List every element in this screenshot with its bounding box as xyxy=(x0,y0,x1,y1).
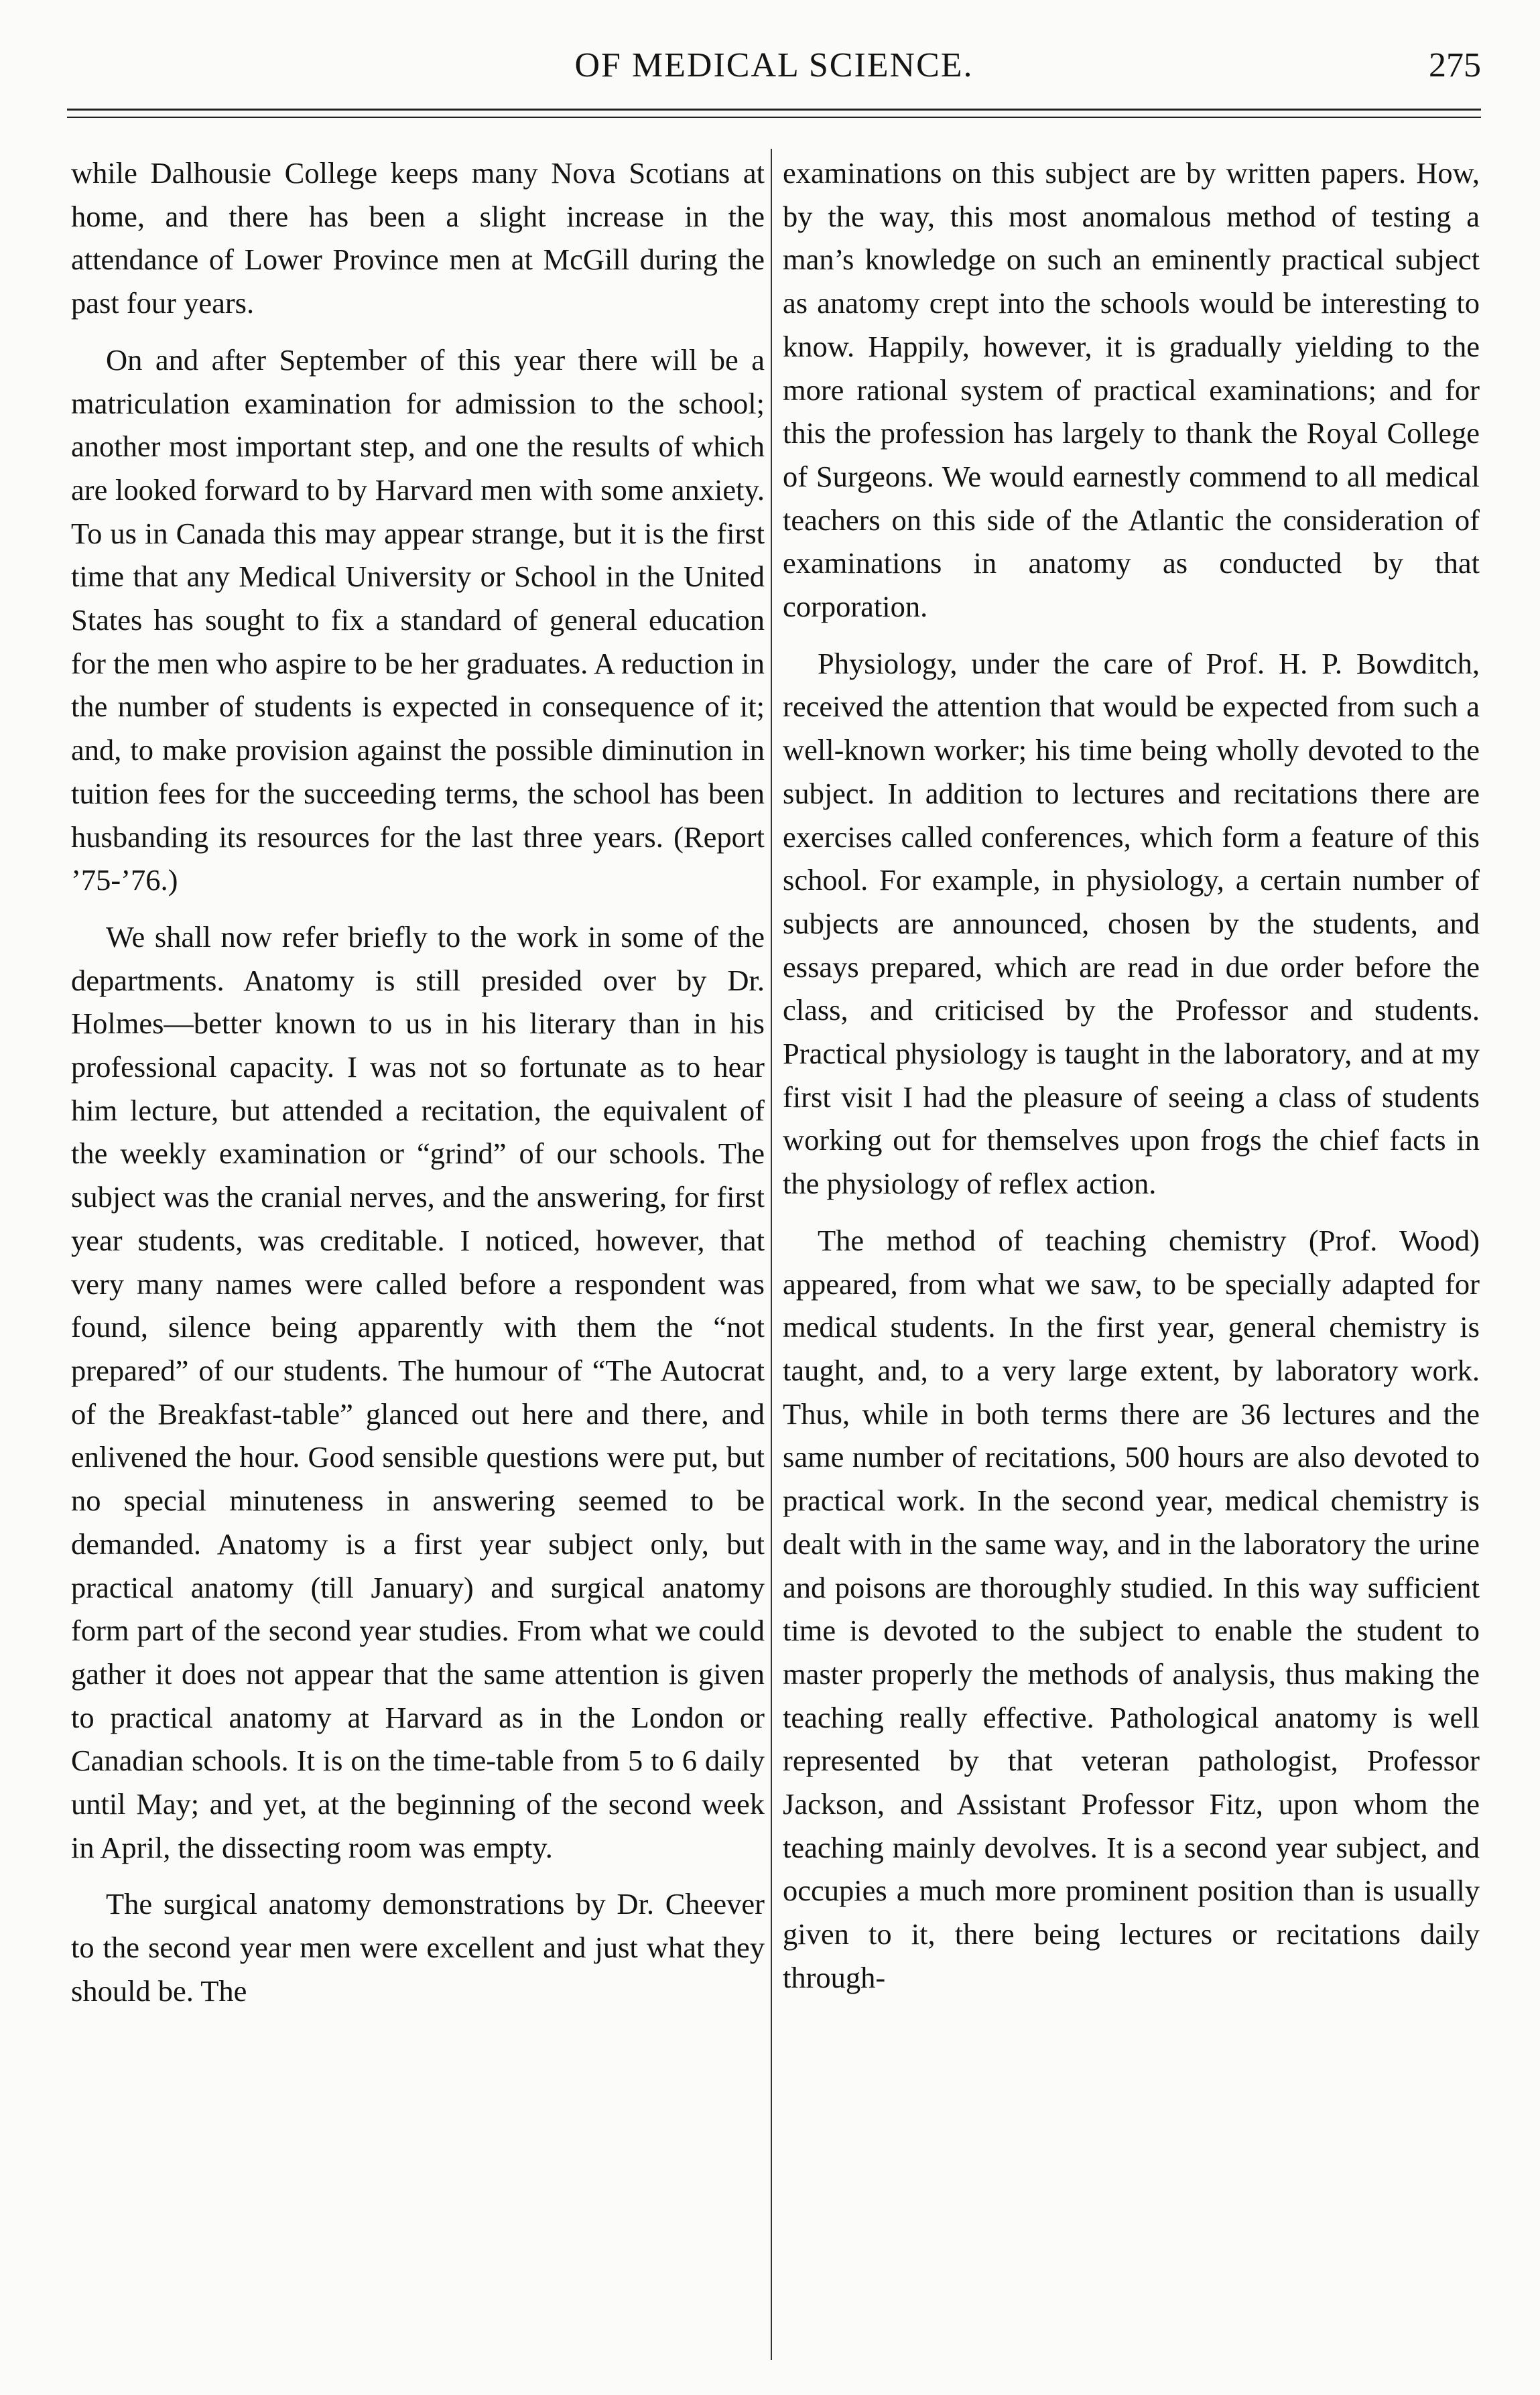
left-paragraph-1: while Dalhousie College keeps many Nova Scotians at home, and there has been a slight increase in the attendance of Lower Province men at McGill during the past four years. xyxy=(71,156,765,320)
left-paragraph-2: On and after September of this year there will be a matriculation examination for admission to the school; another most important step, and one the results of which are looked forward to by Harvard men with some anxiety. To us in Canada this may appear strange, but it is the first time that any Medical University or School in the United States has sought to fix a standard of general education for the men who aspire to be her graduates. A reduction in the number of students is expected in consequence of it; and, to make provision against the possible diminution in tuition fees for the succeeding terms, the school has been husbanding its resources for the last three years. (Report ’75-’76.) xyxy=(71,342,765,897)
left-column xyxy=(71,151,765,2013)
right-paragraph-2: Physiology, under the care of Prof. H. P. Bowditch, received the attention that would be expected from such a well-known worker; his time being wholly devoted to the subject. In addition to lectures and recitations there are exercises called conferences, which form a feature of this school. For example, in physiology, a certain number of subjects are announced, chosen by the students, and essays prepared, which are read in due order before the class, and criticised by the Professor and students. Practical physiology is taught in the laboratory, and at my first visit I had the pleasure of seeing a class of students working out for themselves upon frogs the chief facts in the physiology of reflex action. xyxy=(783,646,1480,1201)
running-title: OF MEDICAL SCIENCE. xyxy=(574,46,974,84)
right-column xyxy=(783,151,1480,2000)
column-divider xyxy=(771,149,772,2360)
header-rule-thin xyxy=(67,117,1481,118)
right-paragraph-1: examinations on this subject are by written papers. How, by the way, this most anomalous method of testing a man’s knowledge on such an eminently practical subject as anatomy crept into the schools would be interesting to know. Happily, however, it is gradually yielding to the more rational system of practical examinations; and for this the profession has largely to thank the Royal College of Surgeons. We would earnestly commend to all medical teachers on this side of the Atlantic the consideration of examinations in anatomy as conducted by that corporation. xyxy=(783,156,1480,624)
left-paragraph-4: The surgical anatomy demonstrations by Dr. Cheever to the second year men were excellent and just what they should be. The xyxy=(71,1887,765,2008)
page-number: 275 xyxy=(1429,46,1481,84)
right-paragraph-3: The method of teaching chemistry (Prof. Wood) appeared, from what we saw, to be specially adapted for medical students. In the first year, general chemistry is taught, and, to a very large extent, by laboratory work. Thus, while in both terms there are 36 lectures and the same number of recitations, 500 hours are also devoted to practical work. In the second year, medical chemistry is dealt with in the same way, and in the laboratory the urine and poisons are thoroughly studied. In this way sufficient time is devoted to the subject to enable the student to master properly the methods of analysis, thus making the teaching really effective. Pathological anatomy is well represented by that veteran pathologist, Professor Jackson, and Assistant Professor Fitz, upon whom the teaching mainly devolves. It is a second year subject, and occupies a much more prominent position than is usually given to it, there being lectures or recitations daily through- xyxy=(783,1223,1480,1994)
running-header xyxy=(67,46,1481,106)
header-rule-thick xyxy=(67,109,1481,111)
left-paragraph-3: We shall now refer briefly to the work in some of the departments. Anatomy is still presided over by Dr. Holmes—better known to us in his literary than in his professional capacity. I was not so fortunate as to hear him lecture, but attended a recitation, the equivalent of the weekly examination or “grind” of our schools. The subject was the cranial nerves, and the answering, for first year students, was creditable. I noticed, however, that very many names were called before a respondent was found, silence being apparently with them the “not prepared” of our students. The humour of “The Autocrat of the Breakfast-table” glanced out here and there, and enlivened the hour. Good sensible questions were put, but no special minuteness in answering seemed to be demanded. Anatomy is a first year subject only, but practical anatomy (till January) and surgical anatomy form part of the second year studies. From what we could gather it does not appear that the same attention is given to practical anatomy at Harvard as in the London or Canadian schools. It is on the time-table from 5 to 6 daily until May; and yet, at the beginning of the second week in April, the dissecting room was empty. xyxy=(71,919,765,1864)
